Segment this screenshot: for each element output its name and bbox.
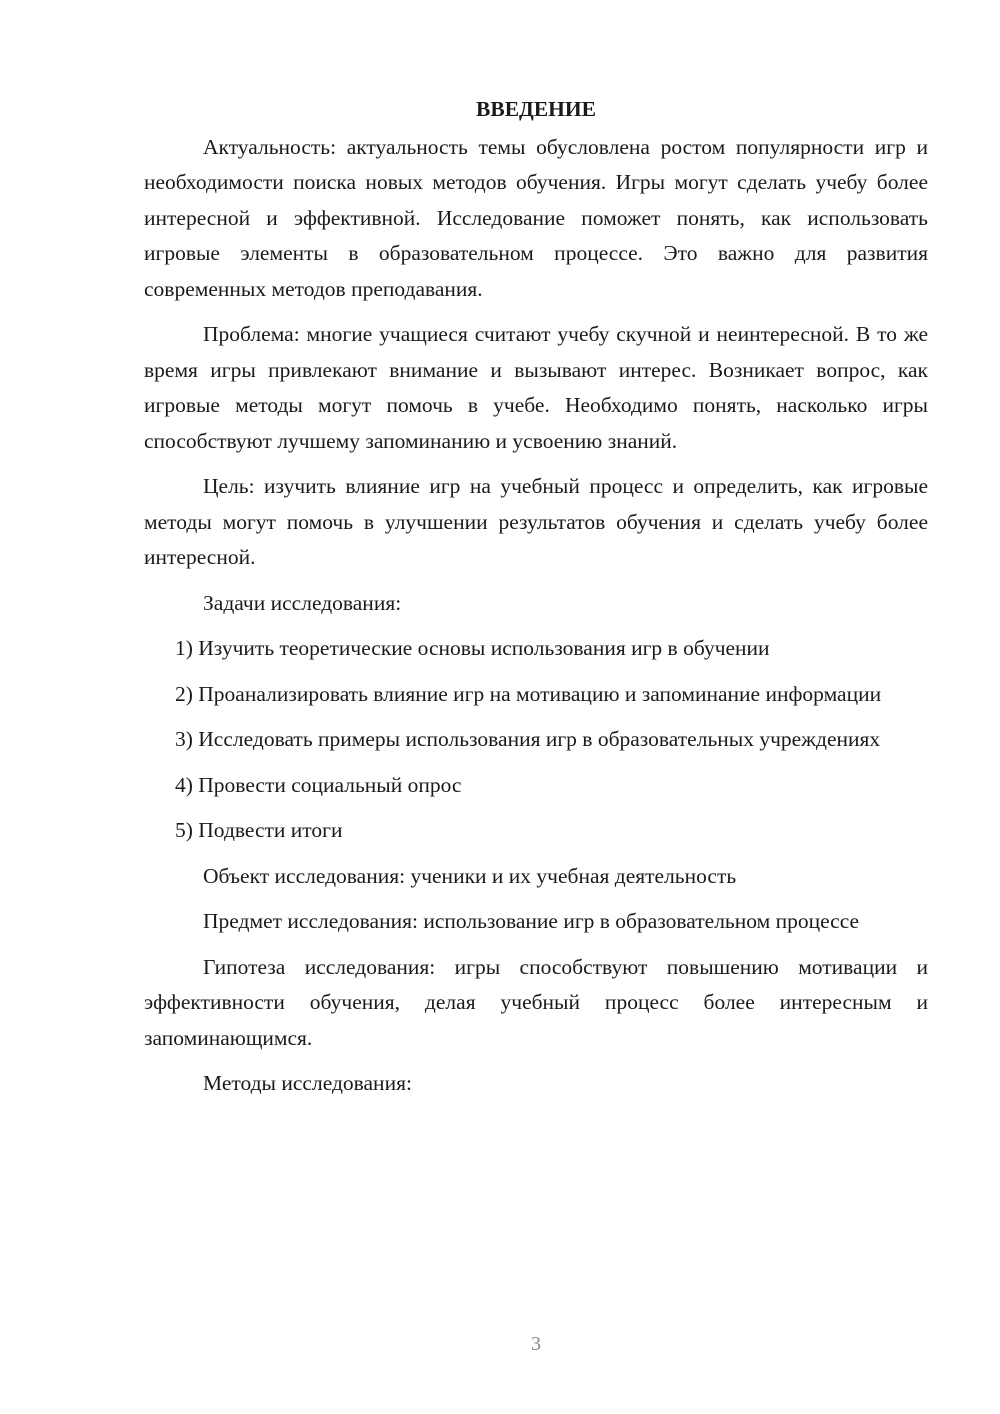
- task-item: 4) Провести социальный опрос: [175, 772, 462, 797]
- task-item: 2) Проанализировать влияние игр на мотивацию и запоминание информации: [175, 681, 882, 706]
- task-item: 5) Подвести итоги: [175, 818, 343, 842]
- page-number: 3: [531, 1333, 541, 1355]
- task-item: 3) Исследовать примеры использования игр в образовательных учреждениях: [175, 727, 881, 751]
- relevance-paragraph: Актуальность: актуальность темы обусловлена ростом популярности игр и необходимости поиска новых методов обучения. Игры могут сделать учебу более интересной и эффективной. Исследование поможет понять, как использовать игровые элементы в образовательном процессе. Это важно для развития современных методов преподавания.: [144, 134, 928, 301]
- goal-paragraph: Цель: изучить влияние игр на учебный процесс и определить, как игровые методы могут помочь в улучшении результатов обучения и сделать учебу более интересной.: [144, 474, 928, 569]
- object-paragraph: Объект исследования: ученики и их учебная деятельность: [203, 863, 737, 888]
- hypothesis-paragraph: Гипотеза исследования: игры способствуют повышению мотивации и эффективности обучения, делая учебный процесс более интересным и запоминающимся.: [144, 954, 928, 1050]
- subject-paragraph: Предмет исследования: использование игр в образовательном процессе: [203, 909, 860, 933]
- section-title: ВВЕДЕНИЕ: [476, 97, 596, 121]
- tasks-heading: Задачи исследования:: [203, 590, 402, 615]
- page-content: [144, 92, 928, 1112]
- problem-paragraph: Проблема: многие учащиеся считают учебу скучной и неинтересной. В то же время игры привлекают внимание и вызывают интерес. Возникает вопрос, как игровые методы могут помочь в учебе. Необходимо понять, насколько игры способствуют лучшему запоминанию и усвоению знаний.: [144, 322, 928, 453]
- task-item: 1) Изучить теоретические основы использования игр в обучении: [175, 636, 770, 660]
- methods-heading: Методы исследования:: [203, 1071, 412, 1095]
